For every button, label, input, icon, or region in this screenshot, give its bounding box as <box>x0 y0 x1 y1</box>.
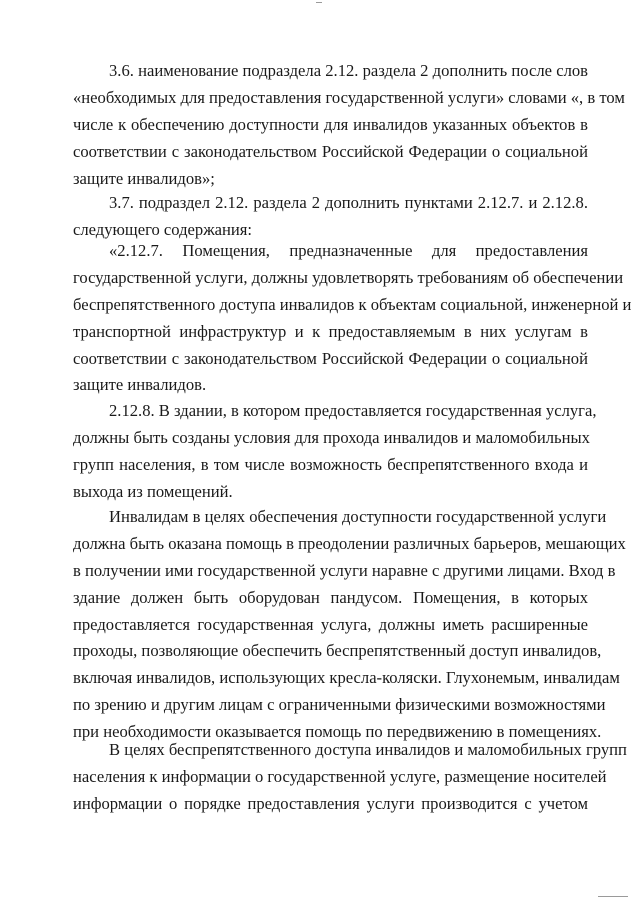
text-line: беспрепятственного доступа инвалидов к объектам социальной, инженерной и <box>73 294 632 314</box>
text-line: здание должен быть оборудован пандусом. Помещения, в которых <box>73 587 588 607</box>
text-line: 3.6. наименование подраздела 2.12. раздела 2 дополнить после слов <box>109 61 588 80</box>
text-line: 3.7. подраздел 2.12. раздела 2 дополнить пунктами 2.12.7. и 2.12.8. <box>109 193 588 212</box>
paragraph-information <box>73 737 627 818</box>
text-line: числе к обеспечению доступности для инвалидов указанных объектов в <box>73 114 588 134</box>
text-line: при необходимости оказывается помощь по передвижению в помещениях. <box>73 722 602 742</box>
scan-speck <box>316 2 322 3</box>
text-line: населения к информации о государственной услуге, размещение носителей <box>73 766 607 786</box>
paragraph-3-6 <box>73 58 625 192</box>
text-line: «2.12.7. Помещения, предназначенные для предоставления <box>109 241 588 260</box>
text-line: должны быть созданы условия для прохода инвалидов и маломобильных <box>73 427 590 447</box>
text-line: государственной услуги, должны удовлетворять требованиям об обеспечении <box>73 267 624 287</box>
text-line: выхода из помещений. <box>73 481 233 501</box>
text-line: защите инвалидов. <box>73 375 207 395</box>
paragraph-2-12-8 <box>73 398 597 506</box>
text-line: «необходимых для предоставления государственной услуги» словами «, в том <box>73 87 625 107</box>
text-line: в получении ими государственной услуги наравне с другими лицами. Вход в <box>73 560 616 580</box>
paragraph-assistance <box>73 504 626 746</box>
text-line: включая инвалидов, использующих кресла-коляски. Глухонемым, инвалидам <box>73 668 620 688</box>
text-line: В целях беспрепятственного доступа инвалидов и маломобильных групп <box>109 740 627 759</box>
paragraph-3-7 <box>73 190 588 244</box>
text-line: соответствии с законодательством Российской Федерации о социальной <box>73 141 588 161</box>
text-line: 2.12.8. В здании, в котором предоставляется государственная услуга, <box>109 401 597 420</box>
text-line: следующего содержания: <box>73 219 253 239</box>
text-line: групп населения, в том числе возможность беспрепятственного входа и <box>73 454 588 474</box>
paragraph-2-12-7 <box>73 238 632 399</box>
text-line: защите инвалидов»; <box>73 168 215 188</box>
text-line: информации о порядке предоставления услуги производится с учетом <box>73 793 588 813</box>
text-line: транспортной инфраструктур и к предоставляемым в них услугам в <box>73 321 588 341</box>
text-line: Инвалидам в целях обеспечения доступности государственной услуги <box>109 507 607 526</box>
text-line: проходы, позволяющие обеспечить беспрепятственный доступ инвалидов, <box>73 641 602 661</box>
text-line: соответствии с законодательством Российской Федерации о социальной <box>73 348 588 368</box>
scan-speck <box>598 896 628 897</box>
text-line: должна быть оказана помощь в преодолении различных барьеров, мешающих <box>73 533 626 553</box>
text-line: по зрению и другим лицам с ограниченными физическими возможностями <box>73 695 606 715</box>
text-line: предоставляется государственная услуга, должны иметь расширенные <box>73 614 588 634</box>
